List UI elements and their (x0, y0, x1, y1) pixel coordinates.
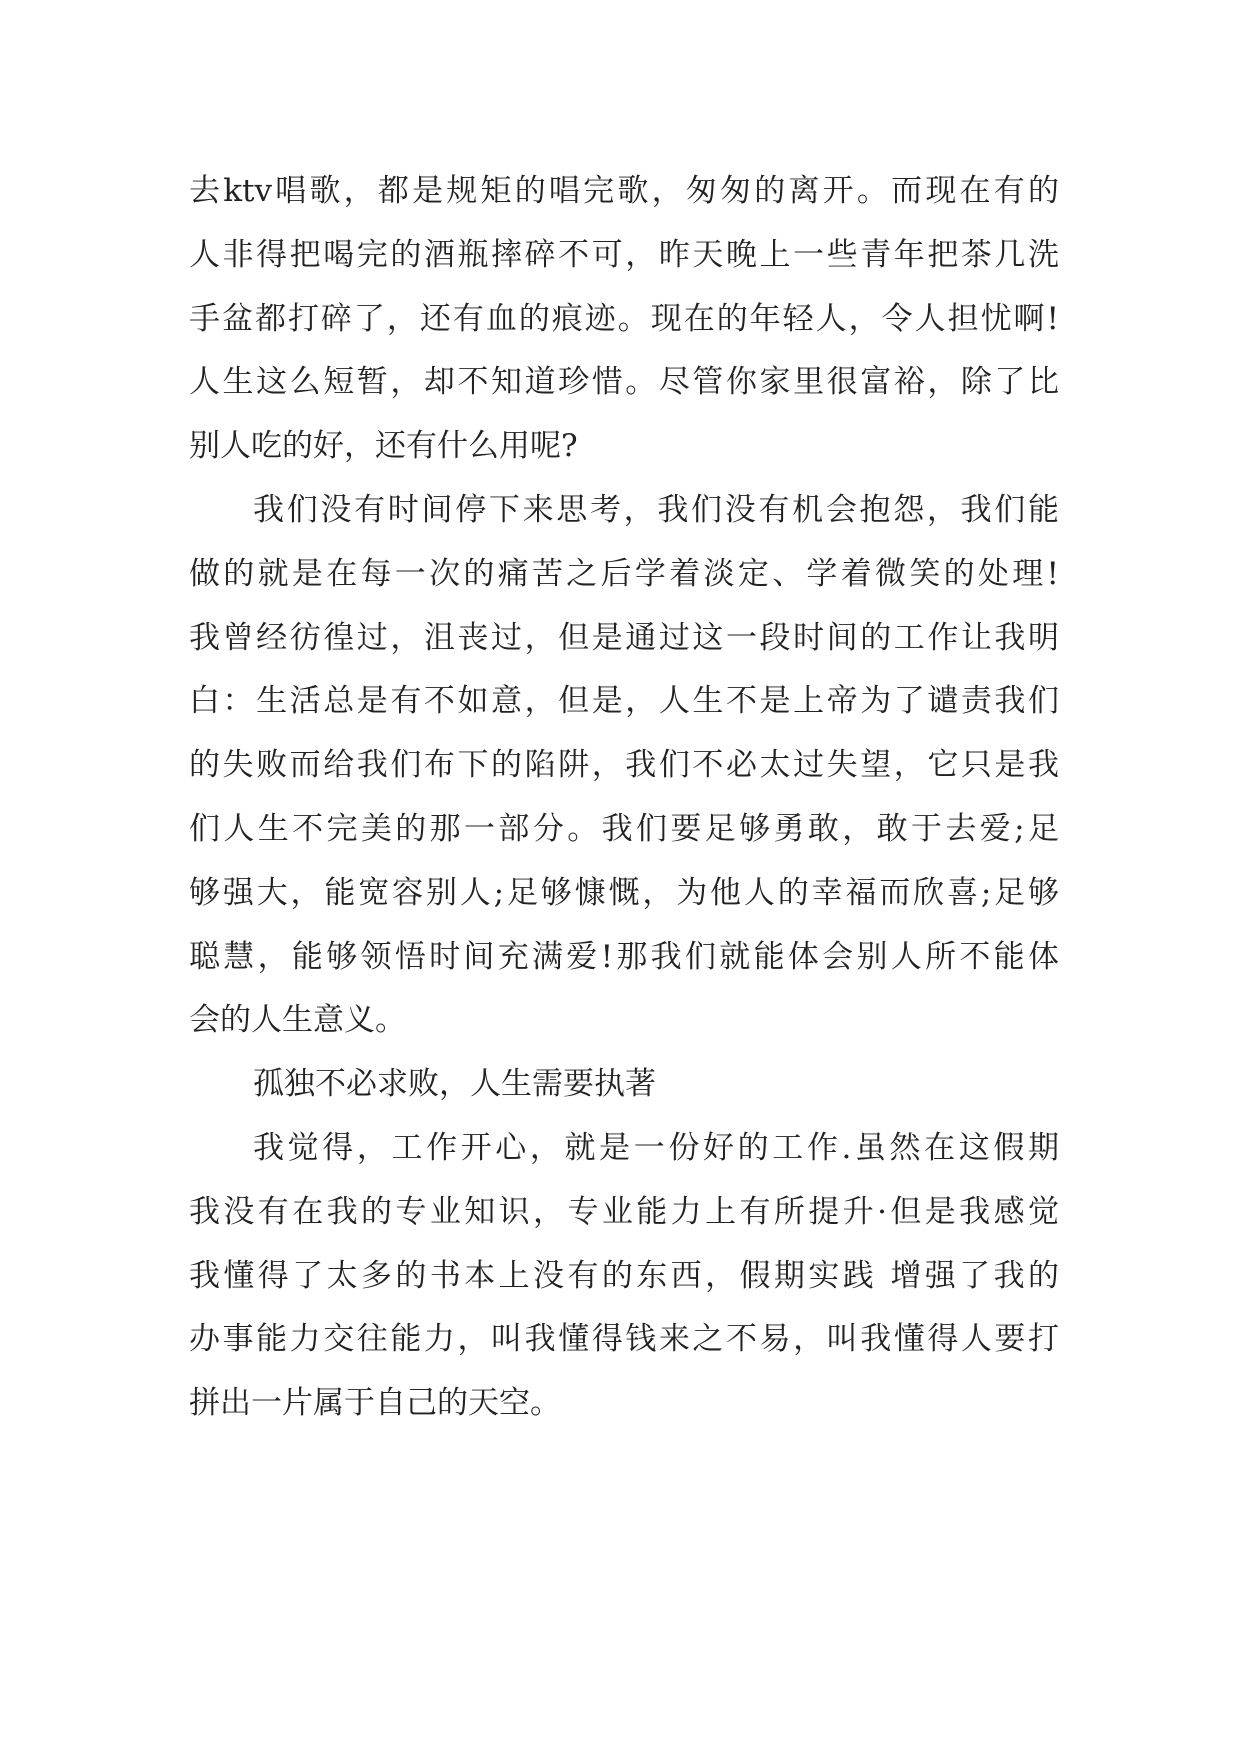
text-line: 人非得把喝完的酒瓶摔碎不可，昨天晚上一些青年把茶几洗 (189, 236, 1059, 273)
text-line: 我懂得了太多的书本上没有的东西，假期实践 增强了我的 (189, 1257, 1059, 1294)
text-line: 手盆都打碎了，还有血的痕迹。现在的年轻人，令人担忧啊! (189, 300, 1059, 337)
text-line: 拼出一片属于自己的天空。 (189, 1385, 561, 1422)
text-line: 我曾经彷徨过，沮丧过，但是通过这一段时间的工作让我明 (189, 619, 1059, 656)
text-line: 们人生不完美的那一部分。我们要足够勇敢，敢于去爱;足 (189, 810, 1059, 847)
text-line: 办事能力交往能力，叫我懂得钱来之不易，叫我懂得人要打 (189, 1321, 1059, 1358)
subheading: 孤独不必求败，人生需要执著 (253, 1066, 656, 1103)
text-line: 去ktv唱歌，都是规矩的唱完歌，匆匆的离开。而现在有的 (189, 173, 1059, 209)
text-line: 够强大，能宽容别人;足够慷慨，为他人的幸福而欣喜;足够 (189, 874, 1059, 911)
text-line: 聪慧，能够领悟时间充满爱!那我们就能体会别人所不能体 (189, 938, 1059, 975)
text-line: 别人吃的好，还有什么用呢? (189, 428, 578, 465)
text-line: 做的就是在每一次的痛苦之后学着淡定、学着微笑的处理! (189, 555, 1059, 592)
text-line: 人生这么短暂，却不知道珍惜。尽管你家里很富裕，除了比 (189, 364, 1059, 401)
text-line: 白：生活总是有不如意，但是，人生不是上帝为了谴责我们 (189, 683, 1059, 720)
text-line: 的失败而给我们布下的陷阱，我们不必太过失望，它只是我 (189, 747, 1059, 784)
body-text (189, 160, 1059, 1436)
text-line: 我们没有时间停下来思考，我们没有机会抱怨，我们能 (253, 491, 1059, 528)
text-line: 我没有在我的专业知识，专业能力上有所提升·但是我感觉 (189, 1193, 1059, 1230)
text-line: 会的人生意义。 (189, 1002, 406, 1039)
text-line: 我觉得，工作开心，就是一份好的工作.虽然在这假期 (253, 1129, 1059, 1166)
